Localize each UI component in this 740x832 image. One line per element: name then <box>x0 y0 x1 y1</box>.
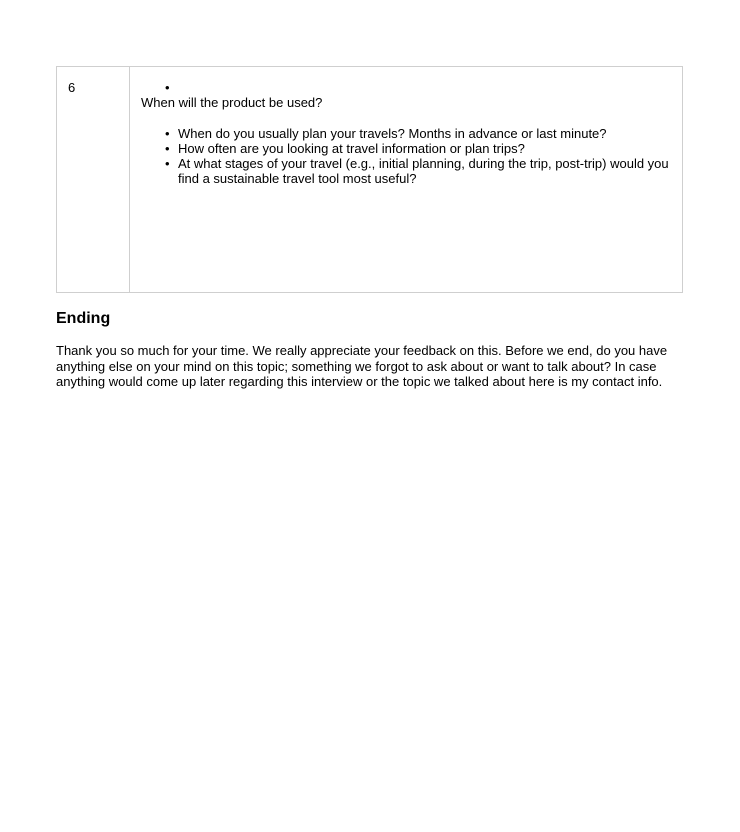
ending-paragraph: Thank you so much for your time. We really appreciate your feedback on this. Before we end, do you have anything else on your mind on this topic; something we forgot to ask about or want to talk about? In case anything would come up later regarding this interview or the topic we talked about here is my contact info. <box>56 343 668 389</box>
bullet-icon: • <box>165 126 170 141</box>
question-table <box>56 66 683 293</box>
section-question: When will the product be used? <box>141 95 323 110</box>
row-number: 6 <box>68 80 76 95</box>
list-item <box>141 141 672 156</box>
empty-bullet-list <box>141 80 672 95</box>
list-item <box>141 126 672 141</box>
question-text: At what stages of your travel (e.g., initial planning, during the trip, post-trip) would you find a sustainable travel tool most useful? <box>178 156 669 186</box>
bullet-icon: • <box>165 156 170 171</box>
list-item <box>141 156 672 186</box>
bullet-icon: • <box>165 141 170 156</box>
row-number-cell <box>57 67 130 292</box>
question-list <box>141 126 672 186</box>
bullet-icon: • <box>165 80 170 95</box>
question-text: How often are you looking at travel information or plan trips? <box>178 141 525 156</box>
question-text: When do you usually plan your travels? Months in advance or last minute? <box>178 126 607 141</box>
question-content-cell <box>130 67 682 292</box>
ending-heading: Ending <box>56 310 111 327</box>
